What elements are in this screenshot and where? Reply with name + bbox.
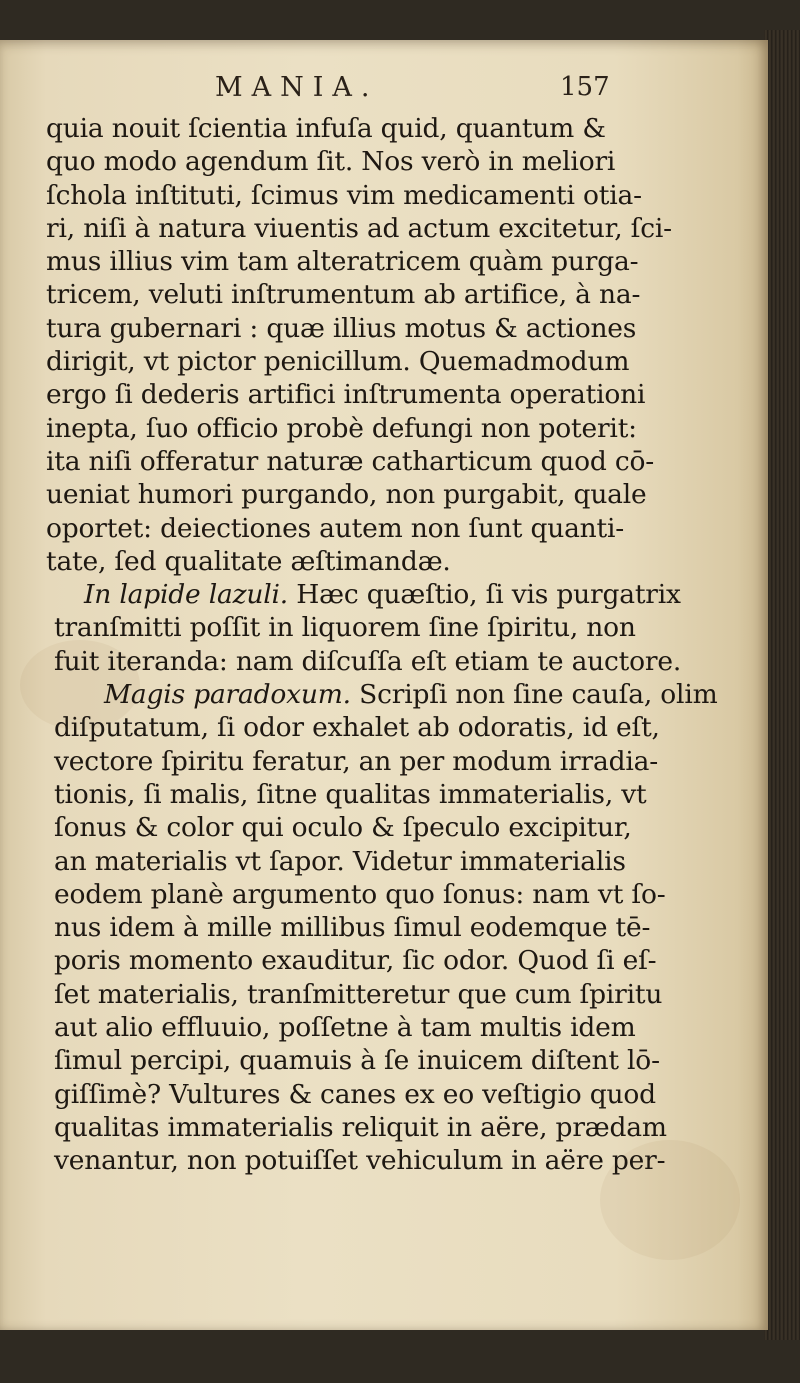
- text-line: tionis, ſi malis, ſitne qualitas immaterialis, vt: [54, 778, 647, 810]
- running-title: MANIA.: [215, 72, 379, 103]
- text-line: giſſimè? Vultures & canes ex eo veſtigio quod: [54, 1078, 656, 1110]
- text-line: inepta, ſuo officio probè defungi non poterit:: [46, 412, 637, 444]
- text-line: qualitas immaterialis reliquit in aëre, prædam: [54, 1111, 667, 1143]
- text-line: ſet materialis, tranſmitteretur que cum ſpiritu: [54, 978, 663, 1010]
- text-line: fuit iteranda: nam diſcuſſa eſt etiam te auctore.: [54, 645, 682, 677]
- text-line: dirigit, vt pictor penicillum. Quemadmodum: [46, 346, 630, 378]
- text-line: mus illius vim tam alteratricem quàm purga-: [46, 246, 639, 278]
- text-line: quia nouit ſcientia infuſa quid, quantum &: [46, 113, 606, 144]
- book-fore-edge: [764, 30, 800, 1340]
- text-line: aut alio effluuio, poſſetne à tam multis idem: [54, 1012, 636, 1044]
- text-line: nus idem à mille millibus ſimul eodemque tē-: [54, 912, 651, 944]
- body-text: [34, 112, 724, 1178]
- text-line: ſimul percipi, quamuis à ſe inuicem diſtent lō-: [54, 1045, 660, 1077]
- running-head: [0, 70, 768, 110]
- paragraph-first-line: [34, 578, 724, 611]
- text-line: ergo ſi dederis artifici inſtrumenta operationi: [46, 379, 646, 411]
- text-line: diſputatum, ſi odor exhalet ab odoratis, id eſt,: [54, 712, 660, 744]
- text-line: tura gubernari : quæ illius motus & actiones: [46, 312, 637, 344]
- text-span: Scripſi non ſine cauſa, olim: [359, 679, 718, 711]
- text-line: quo modo agendum ſit. Nos verò in meliori: [46, 146, 616, 178]
- text-line: vectore ſpiritu feratur, an per modum irradia-: [54, 745, 658, 777]
- marginal-lemma: In lapide lazuli.: [84, 579, 289, 611]
- text-line: poris momento exauditur, ſic odor. Quod ſi eſ-: [54, 945, 657, 977]
- text-line: ſonus & color qui oculo & ſpeculo excipitur,: [54, 812, 632, 844]
- text-line: tate, ſed qualitate æſtimandæ.: [46, 545, 451, 577]
- paragraph-first-line: [34, 678, 724, 711]
- text-line: oportet: deiectiones autem non ſunt quanti-: [46, 512, 625, 544]
- page-number: 157: [560, 72, 610, 102]
- text-line: ri, niſi à natura viuentis ad actum excitetur, ſci-: [46, 212, 672, 244]
- text-span: Hæc quæſtio, ſi vis purgatrix: [296, 579, 681, 611]
- text-line: venantur, non potuiſſet vehiculum in aëre per-: [54, 1145, 666, 1177]
- text-line: tranſmitti poſſit in liquorem ſine ſpiritu, non: [54, 612, 636, 644]
- text-line: ueniat humori purgando, non purgabit, quale: [46, 479, 647, 511]
- text-line: an materialis vt ſapor. Videtur immaterialis: [54, 845, 626, 877]
- text-line: eodem planè argumento quo ſonus: nam vt ſo-: [54, 878, 666, 910]
- text-line: tricem, veluti inſtrumentum ab artifice, à na-: [46, 279, 641, 311]
- text-line: ita niſi offeratur naturæ catharticum quod cō-: [46, 445, 655, 477]
- marginal-lemma: Magis paradoxum.: [104, 679, 351, 711]
- text-line: ſchola inſtituti, ſcimus vim medicamenti otia-: [46, 179, 642, 211]
